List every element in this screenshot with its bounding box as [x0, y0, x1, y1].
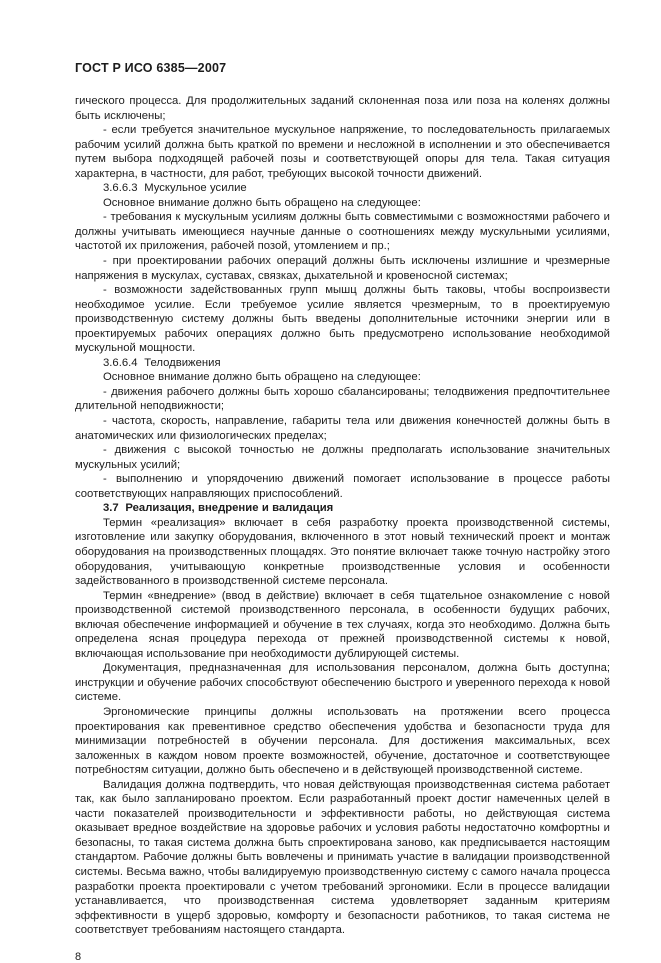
section-heading: 3.7 Реализация, внедрение и валидация	[103, 502, 334, 515]
paragraph: - движения рабочего должны быть хорошо сбалансированы; телодвижения предпочтительнее длительной неподвижности;	[75, 385, 614, 413]
paragraph: - возможности задействованных групп мышц должны быть таковы, чтобы воспроизвести необходимое усилие. Если требуемое усилие является чрезмерным, то в проектируемую производственную систему должны быть введены дополнительные источники энергии или в проектируемых рабочих операциях должно быть предусмотрено использование необходимой мускульной мощности.	[75, 284, 614, 355]
paragraph: Термин «внедрение» (ввод в действие) включает в себя тщательное ознакомление с новой производственной системой производственного персонала, в особенности будущих рабочих, включая обеспечение информацией и обучение в тех случаях, когда это необходимо. Должна быть определена ясная процедура перехода от прежней производственной системы к новой, включающая использование при необходимости дублирующей системы.	[75, 589, 614, 660]
running-header-standard-designation: ГОСТ Р ИСО 6385—2007	[75, 61, 227, 75]
page-number: 8	[75, 950, 82, 963]
paragraph: Валидация должна подтвердить, что новая действующая производственная система работает так, как было запланировано проектом. Если разработанный проект достиг намеченных целей в части показателей производительности и эффективности работы, но действующая система оказывает вредное воздействие на здоровье рабочих и условия работы недостаточно комфортны и безопасны, то такая система должна быть спроектирована заново, как предписывается настоящим стандартом. Рабочие должны быть вовлечены и принимать участие в валидации производственной системы. Весьма важно, чтобы валидируемую производственную систему с самого начала процесса разработки проекта проектировали с учетом требований эргономики. Если в процессе валидации устанавливается, что производственная система удовлетворяет заданным критериям эффективности в ущерб здоровью, комфорту и безопасности работников, то такая система не соответствует требованиям настоящего стандарта.	[75, 778, 614, 937]
paragraph: Термин «реализация» включает в себя разработку проекта производственной системы, изготовление или закупку оборудования, включенного в этот новый технический проект и монтаж оборудования на производственных площадях. Это понятие включает также точную настройку этого оборудования, учитывающую конкретные производственные условия и особенности задействованного в производственной системе персонала.	[75, 516, 614, 588]
clause-heading: 3.6.6.3 Мускульное усилие	[103, 182, 247, 195]
clause-heading: 3.6.6.4 Телодвижения	[103, 356, 221, 369]
paragraph: гического процесса. Для продолжительных заданий склоненная поза или поза на коленях должны быть исключены;	[75, 95, 614, 122]
paragraph: - выполнению и упорядочению движений помогает использование в процессе работы соответствующих направляющих приспособлений.	[75, 473, 614, 500]
document-body	[75, 94, 614, 938]
paragraph: Эргономические принципы должны использовать на протяжении всего процесса проектирования как превентивное средство обеспечения удобства и безопасности труда для минимизации потребностей в обучении персонала. Для достижения максимальных, всех заложенных в каждом новом проекте возможностей, обучение, достаточное и соответствующее потребностям ситуации, должно быть обеспечено и в действующей производственной системе.	[75, 705, 614, 777]
paragraph: - требования к мускульным усилиям должны быть совместимыми с возможностями рабочего и должны учитывать имеющиеся научные данные о соотношениях между мускульными усилиями, частотой их приложения, рабочей позой, утомлением и пр.;	[75, 211, 614, 253]
paragraph: - при проектировании рабочих операций должны быть исключены излишние и чрезмерные напряжения в мускулах, суставах, связках, дыхательной и кровеносной системах;	[75, 255, 614, 282]
paragraph: - частота, скорость, направление, габариты тела или движения конечностей должны быть в анатомических или физиологических пределах;	[75, 415, 614, 442]
paragraph: Документация, предназначенная для использования персоналом, должна быть доступна; инструкции и обучение рабочих способствуют обеспечению быстрого и уверенного перехода к новой системе.	[75, 662, 614, 704]
paragraph: - если требуется значительное мускульное напряжение, то последовательность прилагаемых рабочим усилий должна быть краткой по времени и несложной в исполнении и это обеспечивается путем выбора подходящей рабочей позы и соответствующей опоры для тела. Такая ситуация характерна, в частности, для работ, требующих высокой точности движений.	[75, 124, 614, 180]
paragraph: - движения с высокой точностью не должны предполагать использование значительных мускульных усилий;	[75, 444, 614, 471]
paragraph: Основное внимание должно быть обращено на следующее:	[103, 371, 421, 384]
paragraph: Основное внимание должно быть обращено на следующее:	[103, 196, 421, 209]
